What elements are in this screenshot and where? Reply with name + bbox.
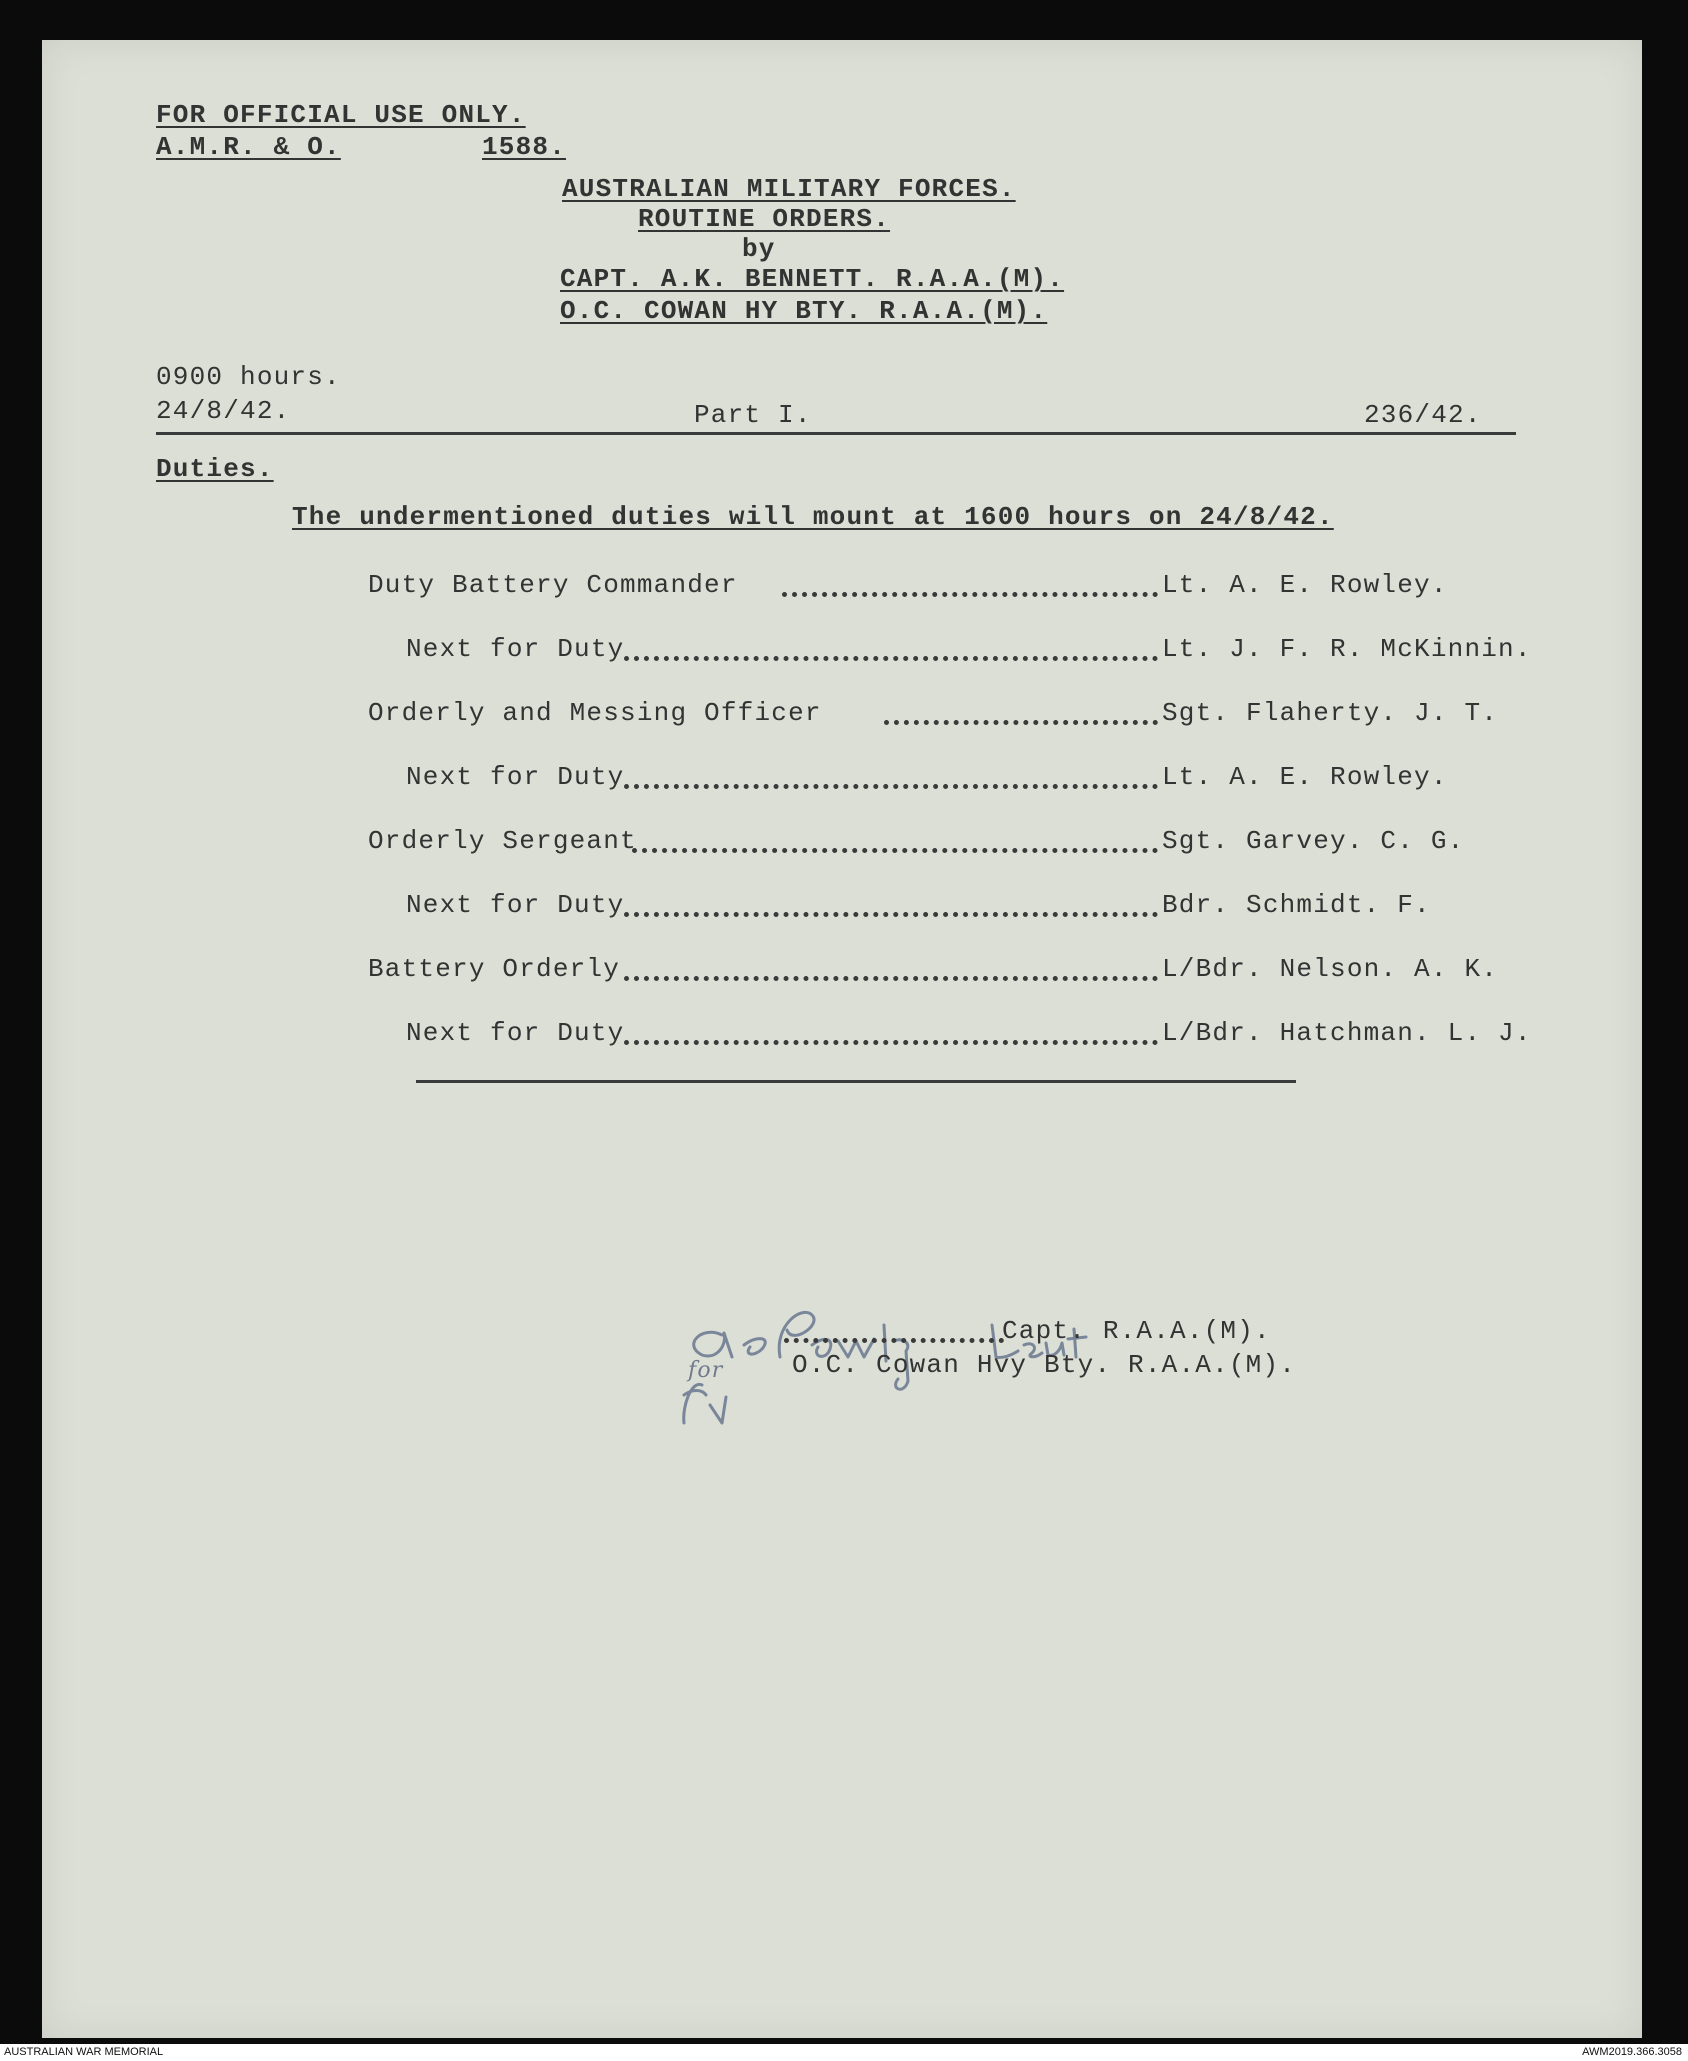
reference-number: 1588. <box>482 132 567 162</box>
duty-role: Next for Duty <box>406 1018 625 1048</box>
duty-name: Sgt. Garvey. C. G. <box>1162 826 1465 856</box>
leader-dots <box>624 784 1158 789</box>
leader-dots <box>884 720 1158 725</box>
closing-rule <box>416 1080 1296 1083</box>
title-line-1: AUSTRALIAN MILITARY FORCES. <box>562 174 1016 204</box>
duty-role: Duty Battery Commander <box>368 570 738 600</box>
document-page <box>42 40 1642 2038</box>
footer-left: AUSTRALIAN WAR MEMORIAL <box>4 2046 164 2058</box>
part-divider <box>156 432 1516 435</box>
title-line-3: by <box>742 234 776 264</box>
leader-dots <box>632 848 1158 853</box>
signature-line-2: O.C. Cowan Hvy Bty. R.A.A.(M). <box>792 1350 1297 1380</box>
duty-name: Lt. J. F. R. McKinnin. <box>1162 634 1532 664</box>
leader-dots <box>624 976 1158 981</box>
title-line-5: O.C. COWAN HY BTY. R.A.A.(M). <box>560 296 1048 326</box>
duty-name: Sgt. Flaherty. J. T. <box>1162 698 1499 728</box>
duty-role: Battery Orderly <box>368 954 621 984</box>
duty-role: Next for Duty <box>406 634 625 664</box>
signature-prefix: for <box>688 1358 724 1383</box>
duty-role: Orderly and Messing Officer <box>368 698 822 728</box>
leader-dots <box>624 912 1158 917</box>
duty-role: Next for Duty <box>406 890 625 920</box>
title-line-4: CAPT. A.K. BENNETT. R.A.A.(M). <box>560 264 1065 294</box>
order-date: 24/8/42. <box>156 396 291 426</box>
title-line-2: ROUTINE ORDERS. <box>638 204 891 234</box>
leader-dots <box>624 656 1158 661</box>
order-part: Part I. <box>694 400 812 430</box>
order-time: 0900 hours. <box>156 362 341 392</box>
leader-dots <box>624 1040 1158 1045</box>
duty-role: Orderly Sergeant <box>368 826 637 856</box>
signature-line-1: Capt. R.A.A.(M). <box>1002 1316 1271 1346</box>
signature-dots <box>784 1338 1004 1343</box>
footer-strip <box>0 2044 1688 2061</box>
duty-name: Bdr. Schmidt. F. <box>1162 890 1431 920</box>
duty-name: L/Bdr. Nelson. A. K. <box>1162 954 1499 984</box>
duty-name: Lt. A. E. Rowley. <box>1162 570 1448 600</box>
section-intro: The undermentioned duties will mount at 1600 hours on 24/8/42. <box>292 502 1334 532</box>
duty-name: Lt. A. E. Rowley. <box>1162 762 1448 792</box>
reference-label: A.M.R. & O. <box>156 132 341 162</box>
footer-right: AWM2019.366.3058 <box>1582 2046 1682 2058</box>
leader-dots <box>782 592 1158 597</box>
duty-name: L/Bdr. Hatchman. L. J. <box>1162 1018 1532 1048</box>
order-number: 236/42. <box>1364 400 1482 430</box>
section-heading: Duties. <box>156 454 274 484</box>
classification-label: FOR OFFICIAL USE ONLY. <box>156 100 526 130</box>
duty-role: Next for Duty <box>406 762 625 792</box>
